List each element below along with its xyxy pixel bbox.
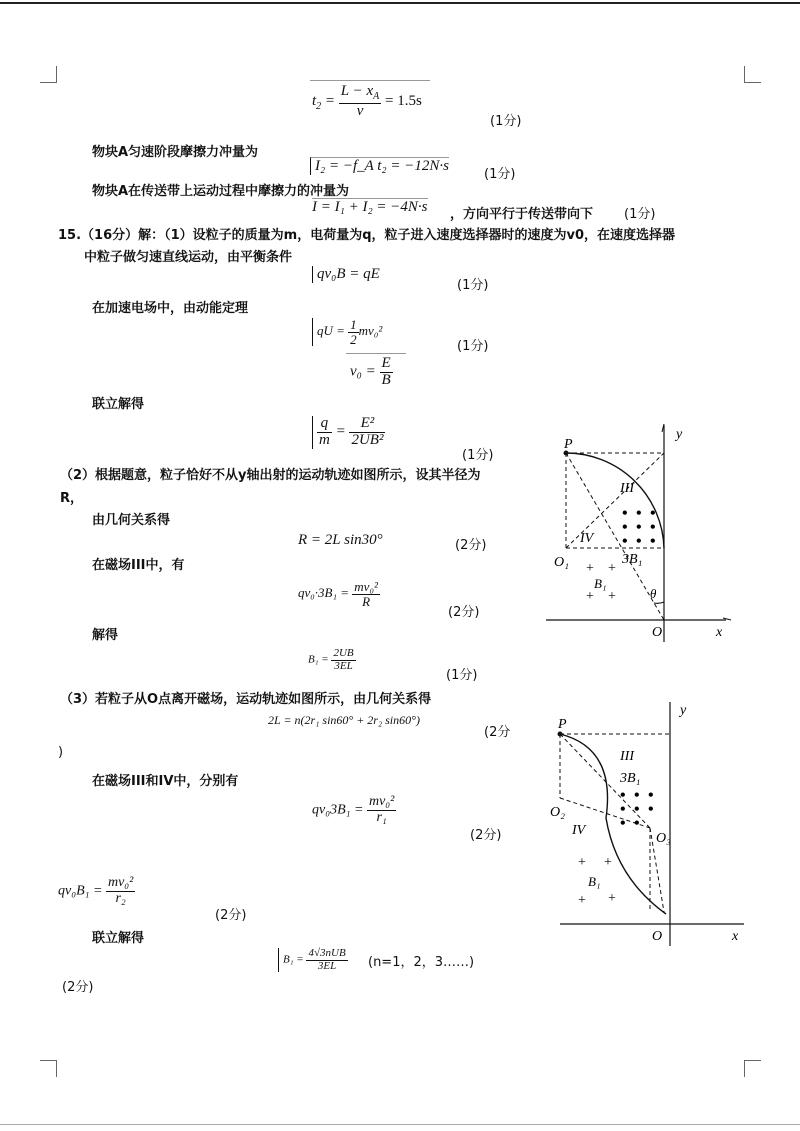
crop-mark [40, 66, 57, 83]
field-dot: • [622, 533, 628, 550]
score: (1分) [446, 668, 478, 683]
field-plus: + [578, 855, 586, 870]
score: (1分) [490, 114, 522, 129]
crop-mark [40, 1060, 57, 1077]
separator [310, 80, 430, 81]
crop-mark [744, 66, 761, 83]
label-O3: O₃ [656, 831, 671, 846]
y-label: y [680, 703, 687, 718]
field-dot: • [636, 519, 642, 536]
field-dot: • [634, 787, 640, 804]
equation-I2: I₂ = −f_A t₂ = −12N·s [310, 157, 449, 175]
score: (2分) [62, 980, 94, 995]
score-wrap: ) [58, 745, 64, 760]
question-15-line2: 中粒子做匀速直线运动，由平衡条件 [84, 250, 293, 265]
field-dot: • [636, 533, 642, 550]
score: (1分) [457, 339, 489, 354]
bottom-border [0, 1124, 800, 1125]
equation-energy: qU = $\frac{1}{2}$ mv₀² [312, 318, 382, 346]
field-dot: • [650, 533, 656, 550]
field-plus: + [586, 589, 594, 604]
field-plus: + [608, 561, 616, 576]
field-3B1-label: 3B₁ [622, 552, 643, 567]
field-dot: • [620, 787, 626, 804]
field-dot: • [650, 519, 656, 536]
score: (2分 [484, 725, 511, 740]
part3-line: （3）若粒子从O点离开磁场，运动轨迹如图所示，由几何关系得 [60, 692, 432, 707]
y-label: y [676, 427, 683, 442]
score: (1分) [462, 448, 494, 463]
field-dot: • [634, 815, 640, 832]
part2-line1: （2）根据题意，粒子恰好不从y轴出射的运动轨迹如图所示，设其半径为 [60, 468, 481, 483]
region-III-label: III [620, 749, 634, 764]
field-dot: • [648, 787, 654, 804]
figure-1 [536, 420, 746, 645]
score: (2分) [455, 538, 487, 553]
figure-2 [546, 698, 756, 948]
separator [346, 353, 406, 354]
equation-R: R = 2L sin30° [298, 532, 383, 548]
field-dot: • [620, 815, 626, 832]
equation-I: I = I₁ + I₂ = −4N·s [312, 199, 428, 215]
origin-label: O [652, 625, 663, 640]
label-P: P [564, 437, 573, 452]
text-line: 联立解得 [92, 397, 145, 412]
equation-field-III-r1: qv₀3B₁ = $\frac{\text{mv₀²}}{\text{r₁}}$ [312, 794, 395, 825]
field-B1-label: B₁ [594, 576, 607, 591]
origin-label: O [652, 929, 663, 944]
label-P: P [558, 717, 567, 732]
field-plus: + [608, 589, 616, 604]
region-III-label: III [620, 481, 634, 496]
equation-balance: qv₀B = qE [312, 266, 380, 283]
field-plus: + [608, 891, 616, 906]
equation-t2: $t_2$ = $\frac{L - x_A}{v}$ = 1.5s [312, 83, 422, 119]
text-line: 物块A匀速阶段摩擦力冲量为 [92, 145, 259, 160]
field-dot: • [636, 505, 642, 522]
score: (1分) [457, 278, 489, 293]
text-line: 解得 [92, 628, 119, 643]
region-IV-label: IV [572, 823, 586, 838]
text-line: 由几何关系得 [92, 513, 171, 528]
point-P [558, 732, 563, 737]
field-dot: • [620, 801, 626, 818]
equation-v0: v₀ = $\frac{E}{B}$ [350, 355, 391, 388]
field-3B1-label: 3B₁ [620, 771, 641, 786]
field-dot: • [634, 801, 640, 818]
text-line: 在磁场III中，有 [92, 558, 185, 573]
field-dot: • [650, 505, 656, 522]
field-B1-label: B₁ [588, 874, 601, 889]
equation-B1-final: B₁ = $\frac{\text{4√3nUB}}{3EL}$ [278, 948, 348, 972]
x-label: x [716, 625, 723, 640]
field-plus: + [578, 893, 586, 908]
score: (2分) [448, 605, 480, 620]
theta-label: θ [650, 586, 657, 601]
field-plus: + [586, 561, 594, 576]
equation-field-III: qv₀·3B₁ = $\frac{\text{mv₀²}}{R}$ [298, 579, 378, 609]
equation-B1: B₁ = $\frac{2UB}{3EL}$ [308, 647, 354, 672]
question-15-line1: 15.（16分）解：（1）设粒子的质量为m，电荷量为q，粒子进入速度选择器时的速度为v0，在速度选择器 [58, 228, 676, 243]
field-dot: • [648, 801, 654, 818]
crop-mark [744, 1060, 761, 1077]
score: (1分) [624, 207, 656, 222]
score: (2分) [470, 828, 502, 843]
equation-field-IV-r2: qv₀B₁ = $\frac{\text{mv₀²}}{\text{r₂}}$ [58, 875, 134, 906]
label-O2: O₂ [550, 805, 565, 820]
label-O1: O₁ [554, 555, 569, 570]
top-border [0, 2, 800, 4]
text-line: 在磁场III和IV中，分别有 [92, 774, 239, 789]
equation-geometry: 2L = n(2r₁ sin60° + 2r₂ sin60°) [268, 713, 420, 727]
text-line: 在加速电场中，由动能定理 [92, 301, 249, 316]
text-line: 物块A在传送带上运动过程中摩擦力的冲量为 [92, 184, 350, 199]
field-dot: • [622, 505, 628, 522]
field-plus: + [604, 855, 612, 870]
region-IV-label: IV [580, 531, 594, 546]
score: (2分) [215, 908, 247, 923]
condition: (n=1，2，3……) [368, 955, 475, 970]
x-label: x [732, 929, 739, 944]
text-line: 联立解得 [92, 931, 145, 946]
score: (1分) [484, 167, 516, 182]
text-line: ，方向平行于传送带向下 [450, 207, 594, 222]
equation-q-over-m: $\frac{q}{m}$ = $\frac{\text{E²}}{\text{2UB²}}$ [312, 416, 385, 449]
field-dot: • [622, 519, 628, 536]
part2-line2: R， [60, 491, 84, 506]
